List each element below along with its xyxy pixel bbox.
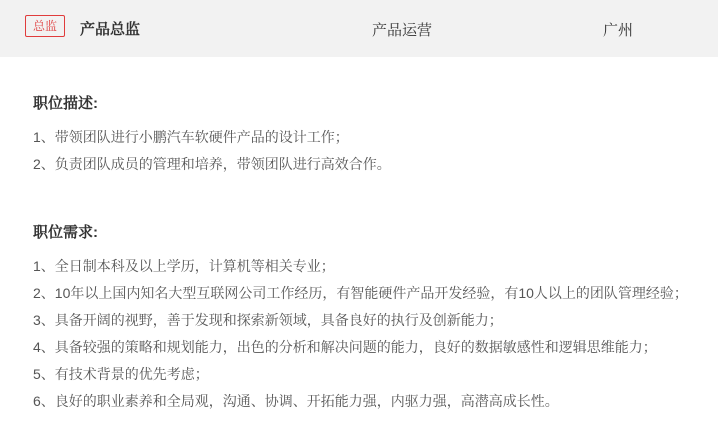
job-requirement-item: 4、具备较强的策略和规划能力，出色的分析和解决问题的能力，良好的数据敏感性和逻辑思维能力； xyxy=(33,339,657,355)
job-requirement-item: 1、全日制本科及以上学历，计算机等相关专业； xyxy=(33,258,335,274)
job-level-badge: 总监 xyxy=(25,15,65,37)
job-requirement-item: 6、良好的职业素养和全局观，沟通、协调、开拓能力强，内驱力强，高潜高成长性。 xyxy=(33,393,559,409)
job-requirements-list xyxy=(33,253,690,415)
job-requirements-heading: 职位需求: xyxy=(33,224,98,241)
job-requirement-item: 3、具备开阔的视野，善于发现和探索新领域，具备良好的执行及创新能力； xyxy=(33,312,503,328)
job-description-item: 1、带领团队进行小鹏汽车软硬件产品的设计工作； xyxy=(33,129,349,145)
job-location: 广州 xyxy=(603,22,634,39)
job-header-row[interactable] xyxy=(0,0,718,57)
job-requirement-item: 2、10年以上国内知名大型互联网公司工作经历，有智能硬件产品开发经验，有10人以上的团队管理经验； xyxy=(33,285,688,301)
job-detail-body xyxy=(0,57,718,435)
job-requirement-item: 5、有技术背景的优先考虑； xyxy=(33,366,209,382)
job-description-heading: 职位描述: xyxy=(33,95,98,112)
job-title: 产品总监 xyxy=(80,21,141,38)
job-description-section xyxy=(33,93,690,178)
job-description-item: 2、负责团队成员的管理和培养，带领团队进行高效合作。 xyxy=(33,156,391,172)
job-description-list xyxy=(33,124,690,178)
job-category: 产品运营 xyxy=(372,22,433,39)
job-requirements-section xyxy=(33,222,690,415)
